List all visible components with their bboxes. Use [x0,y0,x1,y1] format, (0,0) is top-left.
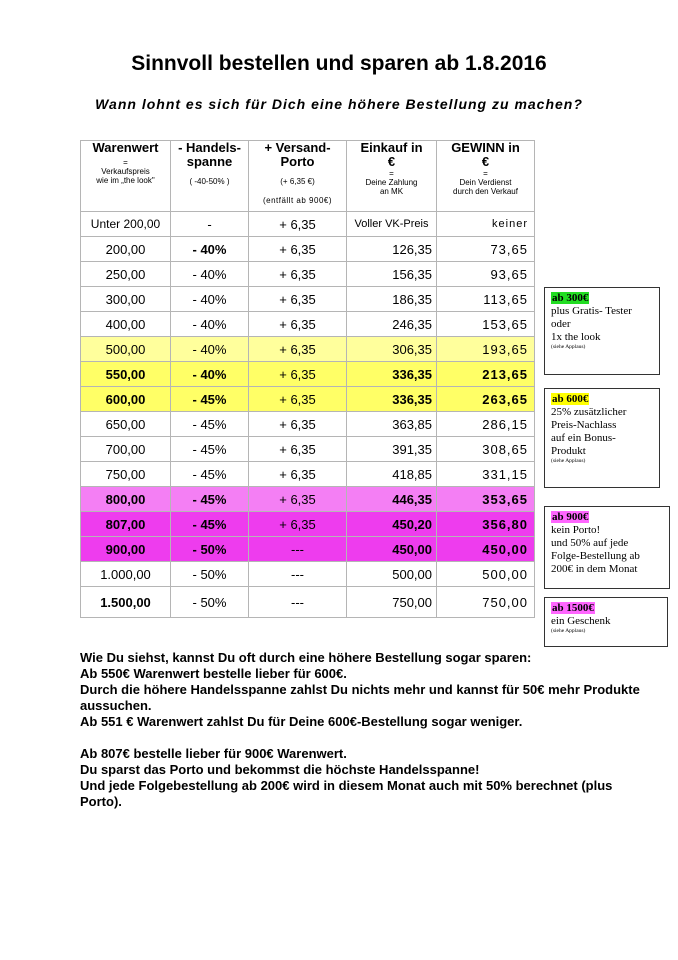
header-gewinn: GEWINN in € = Dein Verdienst durch den Verkauf [437,141,535,212]
paragraph: Ab 807€ bestelle lieber für 900€ Warenwert. [80,746,347,761]
table-row [81,412,535,437]
table-row [81,212,535,237]
cell-einkauf: 450,00 [347,537,437,562]
cell-einkauf: 306,35 [347,337,437,362]
cell-gewinn: 93,65 [437,262,535,287]
cell-gewinn: 286,15 [437,412,535,437]
note-badge: ab 300€ [552,292,589,304]
cell-einkauf: 750,00 [347,587,437,618]
cell-gewinn: 113,65 [437,287,535,312]
cell-warenwert: 500,00 [81,337,171,362]
cell-versandporto: + 6,35 [249,487,347,512]
cell-warenwert: 300,00 [81,287,171,312]
cell-einkauf: 500,00 [347,562,437,587]
cell-versandporto: + 6,35 [249,362,347,387]
note-badge: ab 600€ [552,393,589,405]
page-title: Sinnvoll bestellen und sparen ab 1.8.2016 [131,52,547,75]
cell-handelsspanne: - 45% [171,387,249,412]
cell-einkauf: 186,35 [347,287,437,312]
cell-versandporto: --- [249,537,347,562]
cell-handelsspanne: - 40% [171,262,249,287]
table-row [81,287,535,312]
paragraph: Durch die höhere Handelsspanne zahlst Du nichts mehr und kannst für 50€ mehr Produkte aussuchen. [80,682,640,713]
cell-versandporto: + 6,35 [249,437,347,462]
cell-warenwert: Unter 200,00 [81,212,171,237]
cell-warenwert: 900,00 [81,537,171,562]
table-row [81,337,535,362]
table-row [81,437,535,462]
cell-gewinn: 356,80 [437,512,535,537]
cell-versandporto: + 6,35 [249,412,347,437]
paragraph: Du sparst das Porto und bekommst die höchste Handelsspanne! [80,762,480,777]
cell-warenwert: 800,00 [81,487,171,512]
page-subtitle: Wann lohnt es sich für Dich eine höhere Bestellung zu machen? [95,96,583,112]
cell-einkauf: 391,35 [347,437,437,462]
cell-handelsspanne: - 45% [171,437,249,462]
cell-handelsspanne: - 45% [171,412,249,437]
header-warenwert: Warenwert = Verkaufspreis wie im „the look" [81,141,171,212]
paragraph: Ab 551 € Warenwert zahlst Du für Deine 600€-Bestellung sogar weniger. [80,714,523,729]
cell-einkauf: 446,35 [347,487,437,512]
cell-gewinn: 331,15 [437,462,535,487]
cell-versandporto: + 6,35 [249,262,347,287]
cell-versandporto: --- [249,562,347,587]
cell-versandporto: --- [249,587,347,618]
cell-versandporto: + 6,35 [249,512,347,537]
cell-versandporto: + 6,35 [249,237,347,262]
cell-einkauf: 363,85 [347,412,437,437]
cell-versandporto: + 6,35 [249,212,347,237]
note-badge: ab 1500€ [552,602,594,614]
paragraph: Ab 550€ Warenwert bestelle lieber für 600€. [80,666,347,681]
cell-einkauf: 126,35 [347,237,437,262]
cell-handelsspanne: - 50% [171,587,249,618]
cell-handelsspanne: - 50% [171,562,249,587]
cell-warenwert: 807,00 [81,512,171,537]
header-einkauf: Einkauf in € = Deine Zahlung an MK [347,141,437,212]
note-ab-1500: ab 1500€ ein Geschenk (siehe Applaus) [544,597,668,647]
cell-handelsspanne: - 45% [171,487,249,512]
cell-gewinn: 213,65 [437,362,535,387]
header-versandporto: + Versand- Porto (+ 6,35 €) (entfällt ab 900€) [249,141,347,212]
cell-handelsspanne: - 50% [171,537,249,562]
header-handelsspanne: - Handels- spanne ( -40-50% ) [171,141,249,212]
cell-einkauf: Voller VK-Preis [347,212,437,237]
cell-gewinn: 263,65 [437,387,535,412]
cell-handelsspanne: - [171,212,249,237]
cell-gewinn: 308,65 [437,437,535,462]
note-ab-900: ab 900€ kein Porto! und 50% auf jede Folge-Bestellung ab 200€ in dem Monat [544,506,670,589]
cell-einkauf: 336,35 [347,387,437,412]
cell-gewinn: 353,65 [437,487,535,512]
cell-gewinn: 73,65 [437,237,535,262]
paragraph: Und jede Folgebestellung ab 200€ wird in diesem Monat auch mit 50% berechnet (plus Porto). [80,778,613,809]
table-row [81,237,535,262]
table-header-row [81,141,535,212]
cell-versandporto: + 6,35 [249,387,347,412]
cell-einkauf: 246,35 [347,312,437,337]
cell-versandporto: + 6,35 [249,337,347,362]
table-row [81,462,535,487]
table-row [81,512,535,537]
cell-warenwert: 200,00 [81,237,171,262]
table-row [81,362,535,387]
cell-gewinn: 750,00 [437,587,535,618]
cell-gewinn: keiner [437,212,535,237]
cell-warenwert: 1.000,00 [81,562,171,587]
cell-warenwert: 400,00 [81,312,171,337]
explanation-text [80,650,640,810]
cell-einkauf: 336,35 [347,362,437,387]
cell-einkauf: 418,85 [347,462,437,487]
cell-handelsspanne: - 45% [171,512,249,537]
cell-warenwert: 1.500,00 [81,587,171,618]
cell-gewinn: 153,65 [437,312,535,337]
cell-gewinn: 193,65 [437,337,535,362]
cell-gewinn: 500,00 [437,562,535,587]
note-ab-300: ab 300€ plus Gratis- Tester oder 1x the look (siehe Applaus) [544,287,660,375]
cell-warenwert: 600,00 [81,387,171,412]
note-badge: ab 900€ [552,511,589,523]
cell-warenwert: 550,00 [81,362,171,387]
cell-versandporto: + 6,35 [249,287,347,312]
cell-handelsspanne: - 40% [171,362,249,387]
cell-handelsspanne: - 40% [171,312,249,337]
paragraph: Wie Du siehst, kannst Du oft durch eine höhere Bestellung sogar sparen: [80,650,532,665]
table-row [81,587,535,618]
cell-handelsspanne: - 45% [171,462,249,487]
cell-handelsspanne: - 40% [171,337,249,362]
cell-einkauf: 450,20 [347,512,437,537]
cell-versandporto: + 6,35 [249,312,347,337]
cell-versandporto: + 6,35 [249,462,347,487]
price-table [80,140,535,618]
cell-gewinn: 450,00 [437,537,535,562]
note-ab-600: ab 600€ 25% zusätzlicher Preis-Nachlass auf ein Bonus- Produkt (siehe Applaus) [544,388,660,488]
cell-handelsspanne: - 40% [171,237,249,262]
table-row [81,387,535,412]
table-row [81,562,535,587]
cell-einkauf: 156,35 [347,262,437,287]
table-row [81,487,535,512]
cell-warenwert: 250,00 [81,262,171,287]
table-row [81,312,535,337]
table-row [81,537,535,562]
cell-warenwert: 700,00 [81,437,171,462]
table-row [81,262,535,287]
cell-warenwert: 650,00 [81,412,171,437]
cell-handelsspanne: - 40% [171,287,249,312]
cell-warenwert: 750,00 [81,462,171,487]
